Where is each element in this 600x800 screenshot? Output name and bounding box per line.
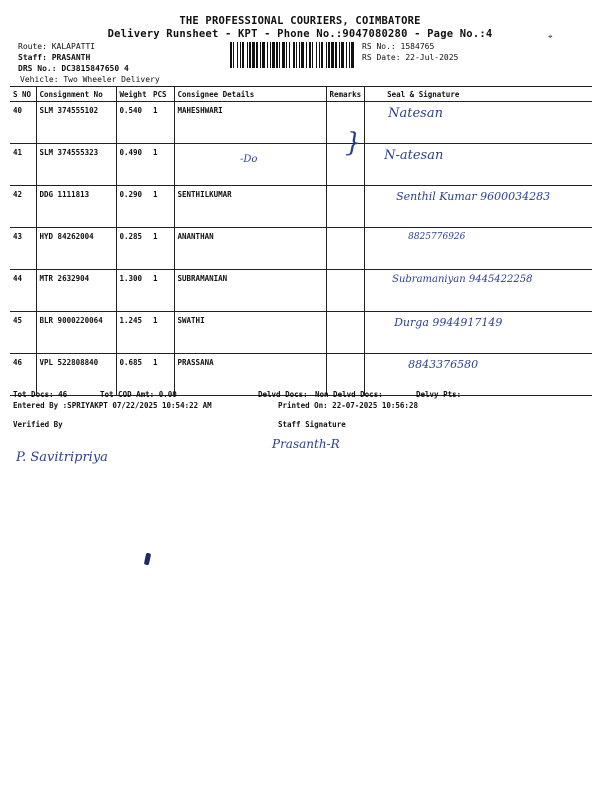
cell-sno-text: 43 [13,232,23,241]
cell-pcs-text: 1 [153,358,158,367]
rs-no-value: 1584765 [400,42,435,51]
cell-signature [365,102,592,144]
barcode-bar [309,42,311,68]
barcode-bar [252,42,255,68]
cell-consignment-no [36,312,116,354]
barcode-bar [249,42,251,68]
rs-date-value: 22-Jul-2025 [405,53,459,62]
cell-sno [10,102,36,144]
cell-pcs-text: 1 [153,232,158,241]
cell-consignment-no-text: HYD 84262004 [39,232,94,241]
cell-consignee-text: ANANTHAN [177,232,214,241]
barcode-bar [351,42,354,68]
col-header: S NO [10,87,36,102]
barcode-bar [339,42,340,68]
cell-sno [10,144,36,186]
cell-signature-text: Durga 9944917149 [394,316,503,329]
col-header: Consignee Details [174,87,326,102]
vehicle-line: Vehicle: Two Wheeler Delivery [20,75,160,84]
cell-consignee [174,186,326,228]
cell-consignment-no-text: SLM 374555323 [39,148,99,157]
barcode-bar [296,42,297,68]
cell-weight [116,270,150,312]
col-header: Seal & Signature [365,87,592,102]
barcode-bar [326,42,327,68]
cell-consignee-text: SENTHILKUMAR [177,190,232,199]
staff-signature: Prasanth-R [272,437,340,451]
barcode-bar [321,42,323,68]
barcode-bar [316,42,317,68]
barcode-bar [233,42,234,68]
barcode-bar [293,42,295,68]
barcode-bar [312,42,313,68]
total-cod: Tot COD Amt: 0.00 [100,390,177,399]
entered-by: Entered By :SPRIYAKPT 07/22/2025 10:54:22 AM [13,401,212,410]
cell-consignment-no-text: MTR 2632904 [39,274,90,283]
verified-signature: P. Savitripriya [16,450,108,465]
table-row [10,270,592,312]
remarks-brace: } [345,128,362,158]
cell-weight-text: 0.290 [119,190,143,199]
staff-line [18,53,90,62]
barcode-bar [306,42,307,68]
barcode-bar [247,42,248,68]
rs-date-line [362,53,458,62]
cell-consignment-no [36,144,116,186]
barcode-bar [328,42,330,68]
cell-consignee [174,312,326,354]
table-header-row [10,87,592,102]
cell-weight [116,144,150,186]
cell-sno-text: 44 [13,274,23,283]
cell-sno-text: 40 [13,106,23,115]
barcode-bar [276,42,278,68]
barcode-bar [331,42,334,68]
cell-consignee [174,270,326,312]
cell-signature-text: 8843376580 [408,358,479,371]
cell-weight [116,102,150,144]
cell-consignee-text: PRASSANA [177,358,214,367]
cell-consignment-no-text: BLR 9000220064 [39,316,103,325]
cell-consignee [174,228,326,270]
cell-signature [365,270,592,312]
cell-remarks [326,270,365,312]
rs-no-label: RS No.: [362,42,396,51]
barcode [230,42,354,68]
cell-consignment-no-text: SLM 374555102 [39,106,99,115]
col-header: Consignment No [36,87,116,102]
barcode-bar [282,42,285,68]
cell-pcs [150,312,174,354]
cell-remarks [326,186,365,228]
runsheet-table [10,86,592,396]
cell-pcs-text: 1 [153,274,158,283]
cell-pcs-text: 1 [153,190,158,199]
cell-pcs [150,186,174,228]
cell-sno-text: 46 [13,358,23,367]
cell-consignment-no [36,270,116,312]
route-line [18,42,95,51]
cell-signature-text: Natesan [388,106,443,121]
barcode-bar [319,42,320,68]
non-delivered-docs: Non Delvd Docs: [315,390,383,399]
cell-consignee [174,102,326,144]
cell-weight-text: 0.685 [119,358,143,367]
table-row [10,228,592,270]
cell-pcs [150,270,174,312]
cell-sno [10,270,36,312]
cell-consignment-no [36,102,116,144]
drs-label: DRS No.: [18,64,57,73]
barcode-bar [286,42,287,68]
cell-signature-text: Subramaniyan 9445422258 [392,274,533,285]
barcode-bar [299,42,300,68]
verified-by-label: Verified By [13,420,63,429]
route-label: Route: [18,42,47,51]
cell-weight-text: 0.285 [119,232,143,241]
table-row [10,144,592,186]
cell-weight [116,312,150,354]
cell-remarks [326,312,365,354]
staff-signature-label: Staff Signature [278,420,346,429]
barcode-bar [289,42,290,68]
total-docs: Tot Docs: 46 [13,390,68,399]
barcode-bar [349,42,350,68]
barcode-bar [237,42,238,68]
barcode-bar [260,42,261,68]
cell-signature [365,186,592,228]
col-header: Weight [116,87,150,102]
cell-pcs-text: 1 [153,316,158,325]
cell-consignment-no [36,228,116,270]
cell-signature [365,354,592,396]
table-row [10,186,592,228]
barcode-bar [267,42,268,68]
cell-weight [116,186,150,228]
cell-signature-text: 8825776926 [408,232,466,242]
cell-signature [365,144,592,186]
printed-on: Printed On: 22-07-2025 10:56:28 [278,401,418,410]
delivered-docs: Delvd Docs: [258,390,308,399]
barcode-bar [270,42,271,68]
drs-value: DC3815847650 4 [61,64,129,73]
delivery-points: Delvy Pts: [416,390,462,399]
barcode-bar [230,42,232,68]
company-title: THE PROFESSIONAL COURIERS, COIMBATORE [179,15,421,27]
cell-sno-text: 41 [13,148,23,157]
cell-signature-text: N-atesan [384,148,444,163]
barcode-bar [341,42,344,68]
staff-label: Staff: [18,53,47,62]
barcode-bar [256,42,258,68]
cell-consignment-no [36,186,116,228]
cell-remarks [326,228,365,270]
cell-pcs-text: 1 [153,148,158,157]
barcode-bar [346,42,347,68]
cell-consignment-no-text: VPL 522808840 [39,358,99,367]
barcode-bar [301,42,304,68]
route-value: KALAPATTI [51,42,96,51]
cell-weight-text: 0.540 [119,106,143,115]
cell-sno-text: 42 [13,190,23,199]
col-header: Remarks [326,87,365,102]
cell-sno [10,228,36,270]
staff-value: PRASANTH [51,53,91,62]
table-row [10,312,592,354]
cell-consignment-no-text: DDG 1111813 [39,190,90,199]
barcode-bar [279,42,280,68]
drs-line [18,64,129,73]
registration-mark-icon: ⌖ [548,32,553,41]
cell-pcs-text: 1 [153,106,158,115]
cell-weight-text: 1.300 [119,274,143,283]
cell-weight-text: 1.245 [119,316,143,325]
barcode-bar [262,42,265,68]
ink-mark [144,553,151,566]
cell-sno [10,312,36,354]
rs-date-label: RS Date: [362,53,401,62]
col-header: PCS [150,87,174,102]
table-row [10,102,592,144]
cell-sno-text: 45 [13,316,23,325]
runsheet-subtitle: Delivery Runsheet - KPT - Phone No.:9047080280 - Page No.:4 [107,28,493,40]
barcode-bar [242,42,244,68]
cell-weight [116,228,150,270]
cell-signature-text: Senthil Kumar 9600034283 [396,190,551,203]
ditto-mark: -Do [240,154,258,165]
cell-signature [365,228,592,270]
cell-pcs [150,228,174,270]
cell-weight-text: 0.490 [119,148,143,157]
rs-no-line [362,42,434,51]
cell-pcs [150,144,174,186]
cell-sno [10,186,36,228]
cell-consignee-text: SWATHI [177,316,205,325]
barcode-bar [240,42,241,68]
cell-pcs [150,102,174,144]
cell-consignee-text: MAHESHWARI [177,106,223,115]
barcode-bar [335,42,337,68]
cell-signature [365,312,592,354]
barcode-bar [272,42,275,68]
cell-consignee-text: SUBRAMANIAN [177,274,228,283]
